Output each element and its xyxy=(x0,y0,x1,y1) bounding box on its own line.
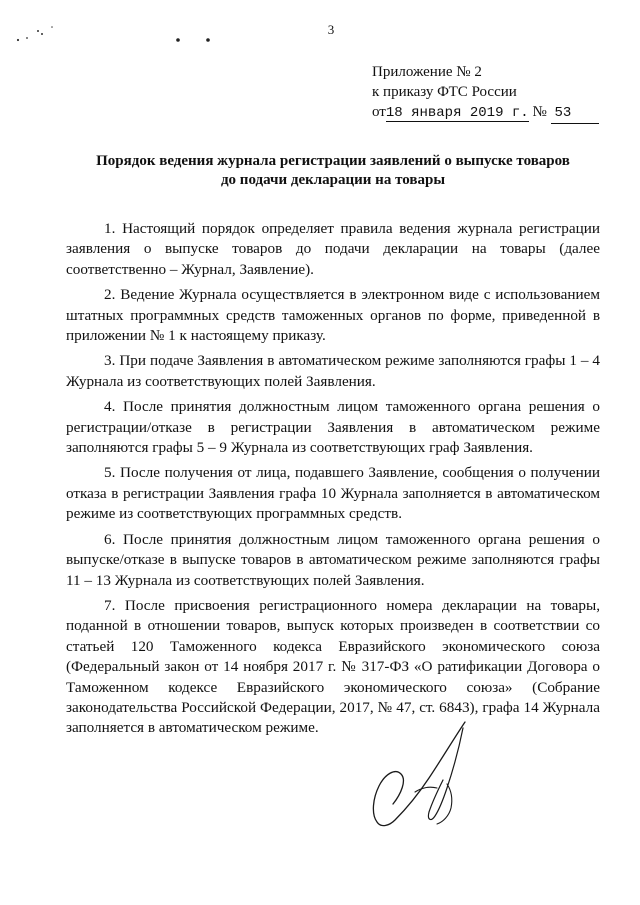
title-line-1: Порядок ведения журнала регистрации заявлений о выпуске товаров xyxy=(96,153,570,169)
order-date: 18 января 2019 г. xyxy=(385,105,529,121)
appendix-block xyxy=(372,62,599,124)
paragraph-5: 5. После получения от лица, подавшего Заявление, сообщения о получении отказа в регистрации Заявления графа 10 Журнала заполняется в автоматическом режиме из соответствующих программных средств. xyxy=(66,464,600,523)
order-number: 53 xyxy=(551,103,599,124)
paragraph-3: 3. При подаче Заявления в автоматическом режиме заполняются графы 1 – 4 Журнала из соответствующих полей Заявления. xyxy=(66,352,600,390)
paragraph-1: 1. Настоящий порядок определяет правила ведения журнала регистрации заявления о выпуске товаров до подачи декларации на товары (далее соответственно – Журнал, Заявление). xyxy=(66,220,600,278)
paragraph-4: 4. После принятия должностным лицом таможенного органа решения о регистрации/отказе в регистрации Заявления в автоматическом режиме заполняются графы 5 – 9 Журнала из соответствующих граф Заявления. xyxy=(66,398,600,457)
handwritten-signature-icon xyxy=(355,718,475,833)
paragraph-7: 7. После присвоения регистрационного номера декларации на товары, поданной в отношении товаров, выпуск которых произведен в соответствии со статьей 120 Таможенного кодекса Евразийского экономического союза (Федеральный закон от 14 ноября 2017 г. № 317-ФЗ «О ратификации Договора о Таможенном кодексе Евразийского экономического союза» (Собрание законодательства Российской Федерации, 2017, № 47, ст. 6843), графа 14 Журнала заполняется в автоматическом режиме. xyxy=(66,596,600,737)
number-prefix: № xyxy=(532,104,547,120)
appendix-order-ref: к приказу ФТС России xyxy=(372,84,517,100)
page-number: 3 xyxy=(327,22,335,37)
appendix-title: Приложение № 2 xyxy=(372,64,482,80)
paragraph-6: 6. После принятия должностным лицом таможенного органа решения о выпуске/отказе в выпуске товаров в автоматическом режиме заполняются графы 11 – 13 Журнала из соответствующих полей Заявления. xyxy=(66,530,600,589)
title-line-2: до подачи декларации на товары xyxy=(220,172,446,188)
appendix-date-line xyxy=(372,102,599,124)
document-title xyxy=(40,152,626,190)
paragraph-2: 2. Ведение Журнала осуществляется в электронном виде с использованием штатных программных средств таможенных органов по форме, приведенной в приложении № 1 к настоящему приказу. xyxy=(66,286,600,345)
date-prefix: от xyxy=(372,104,386,120)
document-body xyxy=(66,219,600,744)
